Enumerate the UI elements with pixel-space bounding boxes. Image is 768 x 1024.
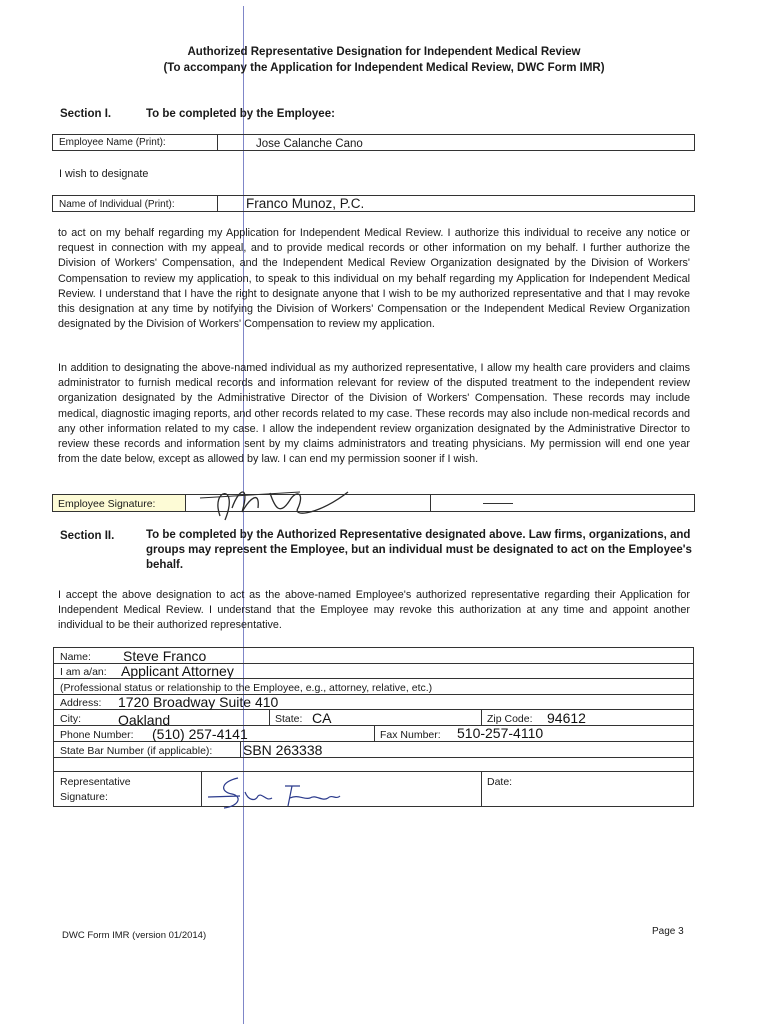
rep-spacer-row [53,758,694,772]
state-label: State: [275,713,303,725]
rep-role-value: Applicant Attorney [121,663,234,679]
rep-address-row[interactable] [53,695,694,710]
rep-name-row[interactable] [53,647,694,664]
phone-label: Phone Number: [60,729,134,741]
zip-value: 94612 [547,710,586,726]
employee-name-label: Employee Name (Print): [59,137,166,148]
section1-heading: To be completed by the Employee: [146,108,335,120]
records-permission-paragraph: In addition to designating the above-named individual as my authorized representative, I allow my health care providers and claims administrator to furnish medical records and information relevant for review of the disputed treatment to the independent review organization designated by the Administrative Director of the Division of Workers' Compensation. These records may include medical, diagnostic imaging reports, and other records related to my case. These records may also include non-medical records and any other information related to my case. I allow the independent review organization designated by the Administrative Director to review these records and information sent by my claims administrators and treating physicians. My permission will end one year from the date below, except as allowed by law. I can end my permission sooner if I wish. [58,362,690,466]
section2-heading: To be completed by the Authorized Representative designated above. Law firms, organizations, and groups may represent the Employee, but an individual must be designated to act on the Employee's behalf. [146,529,692,571]
phone-value: (510) 257-4141 [152,726,248,742]
rep-signature-label-2: Signature: [60,791,108,803]
designate-text: I wish to designate [59,168,149,180]
date-label: Date: [487,776,513,788]
authorization-paragraph: to act on my behalf regarding my Application for Independent Medical Review. I authorize this individual to receive any notice or request in connection with my appeal, and to provide medical records or other information on my behalf. I further authorize the Division of Workers' Compensation, and the Independent Medical Review Organization designated by the Division of Workers' Compensation to review my application, to speak to this individual on my behalf regarding my Application for Independent Medical Review. I understand that I have the right to designate anyone that I wish to be my authorized representative and that I may revoke this designation at any time by notifying the Division of Workers' Compensation or the Independent Medical Review Organization designated by the Division of Workers' Compensation to review my application. [58,227,690,331]
employee-signature-image [180,478,360,528]
rep-role-label: I am a/an: [60,666,107,678]
rep-signature-label-1: Representative [60,776,131,788]
section1-label: Section I. [60,108,112,120]
rep-name-label: Name: [60,651,91,663]
form-version: DWC Form IMR (version 01/2014) [62,930,207,941]
rep-relationship-row [53,679,694,695]
employee-name-field[interactable] [52,134,695,151]
document-subtitle: (To accompany the Application for Independent Medical Review, DWC Form IMR) [163,62,605,74]
individual-name-field[interactable] [52,195,695,212]
rep-signature-image [200,772,350,812]
address-label: Address: [60,697,102,709]
rep-bar-row[interactable] [53,742,694,758]
fax-value: 510-257-4110 [457,725,544,741]
rep-signature-row[interactable] [53,772,694,807]
rep-phone-row[interactable] [53,726,694,742]
acceptance-paragraph: I accept the above designation to act as the above-named Employee's authorized representative regarding their Application for Independent Medical Review. I understand that the Employee may revoke this authorization at any time and appoint another individual to be their authorized representative. [58,589,690,632]
page-number: Page 3 [652,926,684,937]
employee-name-value: Jose Calanche Cano [256,138,363,150]
bar-value: SBN 263338 [243,742,323,758]
section2-label: Section II. [60,530,115,542]
bar-label: State Bar Number (if applicable): [60,745,213,757]
city-value: Oakland [118,712,171,728]
state-value: CA [312,710,332,726]
city-label: City: [60,713,81,725]
rep-city-row[interactable] [53,710,694,726]
individual-name-label: Name of Individual (Print): [59,199,175,210]
address-value: 1720 Broadway Suite 410 [118,694,279,710]
document-title: Authorized Representative Designation for Independent Medical Review [187,46,581,58]
rep-role-row[interactable] [53,664,694,679]
individual-name-value: Franco Munoz, P.C. [246,196,365,211]
rep-name-value: Steve Franco [123,648,207,664]
employee-signature-field[interactable] [52,494,695,512]
relationship-hint: (Professional status or relationship to the Employee, e.g., attorney, relative, etc.) [60,682,433,694]
employee-signature-label: Employee Signature: [58,498,156,510]
fax-label: Fax Number: [380,729,441,741]
zip-label: Zip Code: [487,713,533,725]
